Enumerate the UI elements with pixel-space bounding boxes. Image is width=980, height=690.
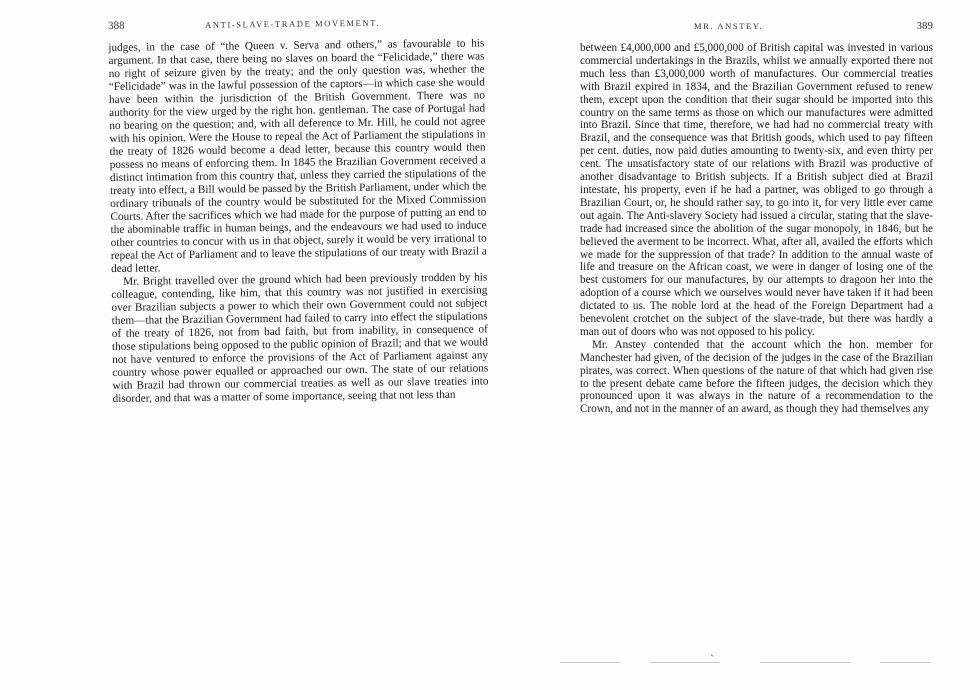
right-page (580, 20, 933, 416)
scan-dash-3 (760, 662, 850, 663)
left-page (108, 15, 489, 406)
right-paragraph-2: Mr. Anstey contended that the account which the hon. member for Manchester had given, of the decision of the judges in the case of the Brazilian pirates, was correct. When questions of the nature of that which had given rise to the present debate came before the fifteen judges, the decision which they pronounced upon it was always in the nature of a recommendation to the Crown, and not in the manner of an award, as though they had themselves any (580, 338, 933, 416)
scan-mark: ˋ (710, 652, 714, 666)
right-running-title: MR. ANSTEY. (694, 21, 764, 31)
scan-dash-1 (560, 662, 620, 663)
right-running-head (580, 20, 933, 34)
left-page-number: 388 (108, 19, 125, 32)
left-paragraph-2: Mr. Bright travelled over the ground which had been previously trodden by his colleague, contending, like him, that this country was not justified in exercising over Brazilian subjects a power to which their own Government could not subject them—that the Brazilian Government had failed to carry into effect the stipulations of the treaty of 1826, not from bad faith, but from inability, in consequence of those stipulations being opposed to the public opinion of Brazil; and that we would not have ventured to enforce the provisions of the Act of Parliament against any country whose power equalled or approached our own. The state of our relations with Brazil had thrown our commercial treaties as well as our slave treaties into disorder, and that was a matter of some importance, seeing that not less than (111, 271, 489, 405)
right-paragraph-1: between £4,000,000 and £5,000,000 of British capital was invested in various commercial undertakings in the Brazils, whilst we annually exported there not much less than £3,000,000 worth of manufactures. Our commercial treaties with Brazil expired in 1834, and the Brazilian Government refused to renew them, except upon the condition that their sugar should be imported into this country on the same terms as those on which our manufactures were admitted into Brazil. Since that time, therefore, we had had no commercial treaty with Brazil, and the consequence was that British goods, which used to pay fifteen per cent. duties, now paid duties amounting to twenty-six, and even thirty per cent. The unsatisfactory state of our relations with Brazil was productive of another disadvantage to British subjects. If a British subject died at Brazil intestate, his property, even if he had a partner, was obliged to go through a Brazilian Court, or, he should rather say, to go into it, for very little ever came out again. The Anti-slavery Society had issued a circular, stating that the slave-trade had increased since the abolition of the sugar monopoly, in 1846, but he believed the averment to be incorrect. What, after all, availed the efforts which we made for the suppression of that trade? In addition to the annual waste of life and treasure on the African coast, we were in danger of losing one of the best customers for our manufactures, by our attempts to dragoon her into the adoption of a course which we ourselves would never have taken if it had been dictated to us. The noble lord at the head of the Foreign Department had a benevolent crotchet on the subject of the slave-trade, but there was hardly a man out of doors who was not opposed to his policy. (580, 42, 933, 338)
right-page-text (580, 42, 933, 416)
scan-dash-4 (880, 662, 930, 663)
left-page-text (108, 37, 488, 406)
left-running-head (108, 15, 484, 34)
left-running-title: ANTI-SLAVE-TRADE MOVEMENT. (205, 17, 381, 30)
left-paragraph-1: judges, in the case of “the Queen v. Serva and others,” as favourable to his argument. In that case, there being no slaves on board the “Felicidade,” there was no right of seizure given by the treaty; and the only question was, whether the “Felicidade” was in the lawful possession of the captors—in which case she would have been within the jurisdiction of the British Government. There was no authority for the view urged by the right hon. gentleman. The case of Portugal had no bearing on the question; and, with all deference to Mr. Hill, he could not agree with his opinion. Were the House to repeal the Act of Parliament the stipulations in the treaty of 1826 would become a dead letter, because this country would then possess no means of enforcing them. In 1845 the Brazilian Government received a distinct intimation from this country that, unless they carried the stipulations of the treaty into effect, a Bill would be passed by the British Parliament, under which the ordinary tribunals of the country would be substituted for the Mixed Commission Courts. After the sacrifices which we had made for the purpose of putting an end to the abominable traffic in human beings, and the endeavours we had used to induce other countries to concur with us in that object, surely it would be very irrational to repeal the Act of Parliament and to leave the stipulations of our treaty with Brazil a dead letter. (108, 37, 487, 275)
right-page-number: 389 (916, 20, 933, 32)
page-bottom-marks (560, 652, 940, 672)
